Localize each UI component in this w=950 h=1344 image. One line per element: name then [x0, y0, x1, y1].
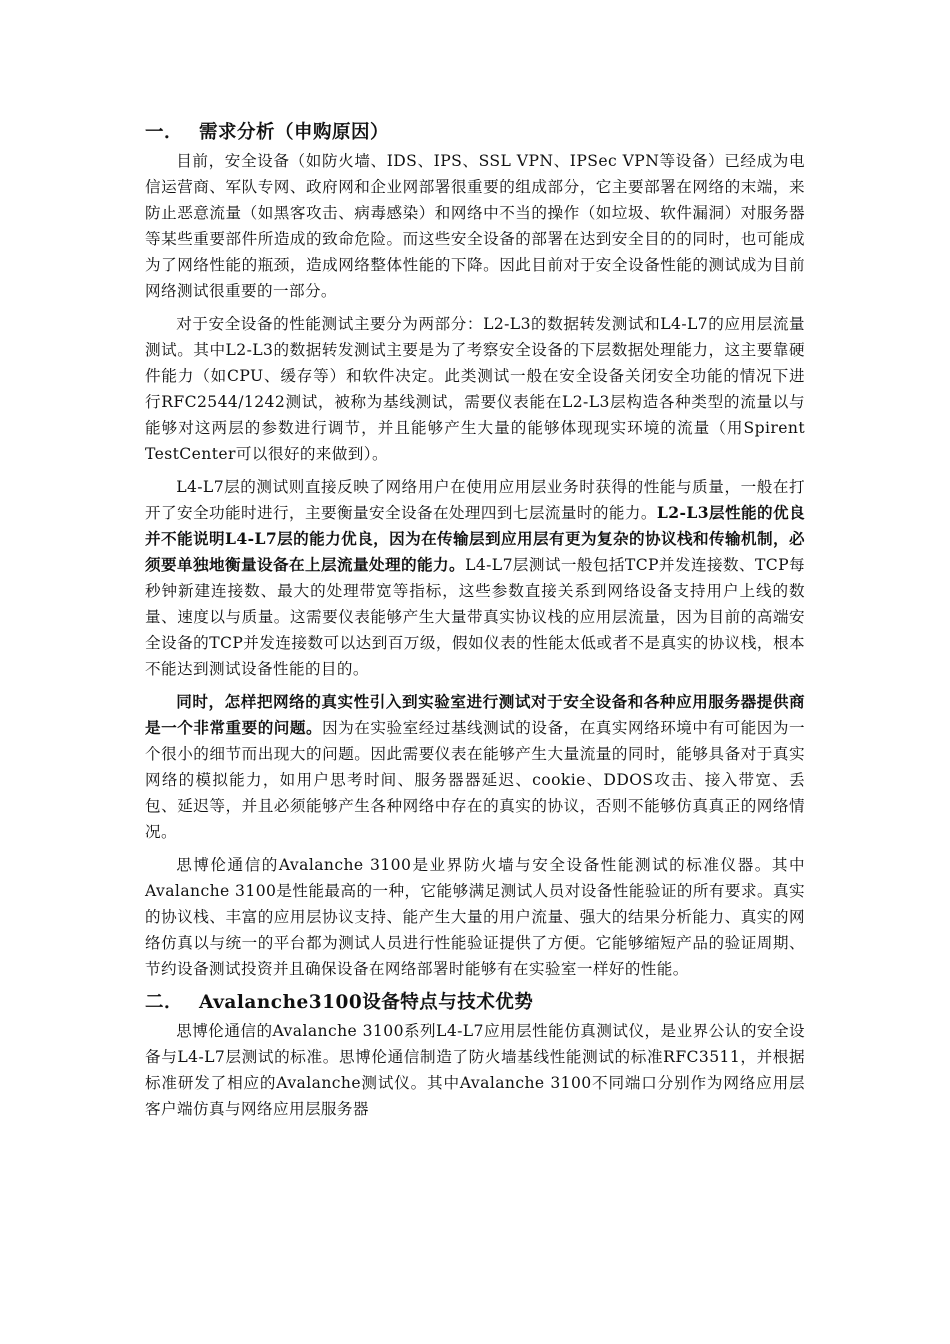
section-number-2: 二． [145, 992, 184, 1013]
paragraph-1-3-emphasis: L2-L3层性能的优良并不能说明L4-L7层的能力优良，因为在传输层到应用层有更为复杂的协议栈和传输机制，必须要单独地衡量设备在上层流量处理的能力。 [145, 503, 805, 574]
paragraph-1-4-emphasis: 同时，怎样把网络的真实性引入到实验室进行测试对于安全设备和各种应用服务器提供商是一个非常重要的问题。 [145, 692, 805, 737]
document-page [145, 118, 805, 1122]
section-heading-1 [145, 118, 805, 148]
paragraph-1-3-lead: L4-L7层的测试则直接反映了网络用户在使用应用层业务时获得的性能与质量，一般在打开了安全功能时进行，主要衡量安全设备在处理四到七层流量时的能力。 [145, 478, 805, 522]
paragraph-2-1: 思博伦通信的Avalanche 3100系列L4-L7应用层性能仿真测试仪，是业界公认的安全设备与L4-L7层测试的标准。思博伦通信制造了防火墙基线性能测试的标准RFC3511，并根据标准研发了相应的Avalanche测试仪。其中Avalanche 3100不同端口分别作为网络应用层客户端仿真与网络应用层服务器 [145, 1022, 805, 1118]
section-number-1: 一． [145, 122, 184, 143]
section-heading-2 [145, 988, 805, 1018]
paragraph-1-1: 目前，安全设备（如防火墙、IDS、IPS、SSL VPN、IPSec VPN等设备）已经成为电信运营商、军队专网、政府网和企业网部署很重要的组成部分，它主要部署在网络的末端，来防止恶意流量（如黑客攻击、病毒感染）和网络中不当的操作（如垃圾、软件漏洞）对服务器等某些重要部件所造成的致命危险。而这些安全设备的部署在达到安全目的的同时，也可能成为了网络性能的瓶颈，造成网络整体性能的下降。因此目前对于安全设备性能的测试成为目前网络测试很重要的一部分。 [145, 152, 805, 300]
paragraph-1-3 [145, 474, 805, 682]
paragraph-1-5: 思博伦通信的Avalanche 3100是业界防火墙与安全设备性能测试的标准仪器。其中Avalanche 3100是性能最高的一种，它能够满足测试人员对设备性能验证的所有要求。真实的协议栈、丰富的应用层协议支持、能产生大量的用户流量、强大的结果分析能力、真实的网络仿真以与统一的平台都为测试人员进行性能验证提供了方便。它能够缩短产品的验证周期、节约设备测试投资并且确保设备在网络部署时能够有在实验室一样好的性能。 [145, 856, 805, 978]
paragraph-1-3-tail: L4-L7层测试一般包括TCP并发连接数、TCP每秒钟新建连接数、最大的处理带宽等指标，这些参数直接关系到网络设备支持用户上线的数量、速度以与质量。这需要仪表能够产生大量带真实协议栈的应用层流量，因为目前的高端安全设备的TCP并发连接数可以达到百万级，假如仪表的性能太低或者不是真实的协议栈，根本不能达到测试设备性能的目的。 [145, 556, 805, 678]
section-title-1: 需求分析（申购原因） [199, 122, 390, 143]
paragraph-1-4 [145, 689, 805, 845]
section-title-2: Avalanche3100设备特点与技术优势 [199, 992, 534, 1013]
paragraph-1-2: 对于安全设备的性能测试主要分为两部分：L2-L3的数据转发测试和L4-L7的应用层流量测试。其中L2-L3的数据转发测试主要是为了考察安全设备的下层数据处理能力，这主要靠硬件能力（如CPU、缓存等）和软件决定。此类测试一般在安全设备关闭安全功能的情况下进行RFC2544/1242测试，被称为基线测试，需要仪表能在L2-L3层构造各种类型的流量以与能够对这两层的参数进行调节，并且能够产生大量的能够体现现实环境的流量（用Spirent TestCenter可以很好的来做到）。 [145, 315, 805, 463]
paragraph-1-4-tail: 因为在实验室经过基线测试的设备，在真实网络环境中有可能因为一个很小的细节而出现大的问题。因此需要仪表在能够产生大量流量的同时，能够具备对于真实网络的模拟能力，如用户思考时间、服务器器延迟、cookie、DDOS攻击、接入带宽、丢包、延迟等，并且必须能够产生各种网络中存在的真实的协议，否则不能够仿真真正的网络情况。 [145, 719, 805, 841]
